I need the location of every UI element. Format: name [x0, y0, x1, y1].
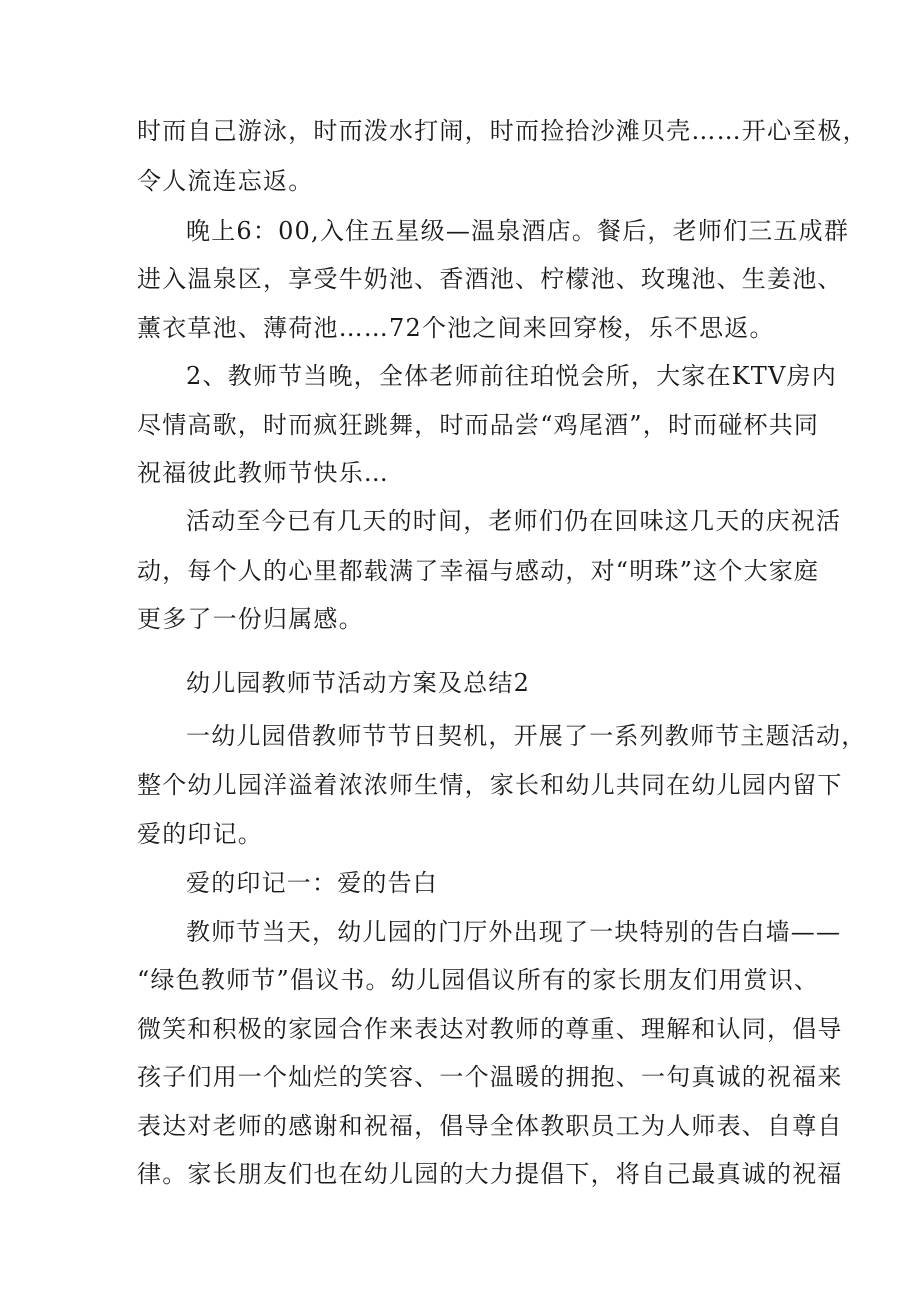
text-line: 整个幼儿园洋溢着浓浓师生情，家长和幼儿共同在幼儿园内留下 [137, 771, 843, 799]
text-line: 进入温泉区，享受牛奶池、香酒池、柠檬池、玫瑰池、生姜池、 [137, 265, 843, 293]
subsection-heading: 爱的印记一：爱的告白 [186, 869, 438, 897]
text-line: 令人流连忘返。 [137, 167, 314, 195]
text-line: 薰衣草池、薄荷池……72个池之间来回穿梭，乐不思返。 [137, 314, 775, 342]
text-line: 祝福彼此教师节快乐… [137, 459, 389, 487]
text-line: 活动至今已有几天的时间，老师们仍在回味这几天的庆祝活 [186, 507, 842, 535]
text-line: 孩子们用一个灿烂的笑容、一个温暖的拥抱、一句真诚的祝福来 [137, 1063, 843, 1091]
text-line: 律。家长朋友们也在幼儿园的大力提倡下，将自己最真诚的祝福 [137, 1160, 843, 1188]
text-line: 微笑和积极的家园合作来表达对教师的尊重、理解和认同，倡导 [137, 1015, 843, 1043]
text-line: 时而自己游泳，时而泼水打闹，时而捡拾沙滩贝壳……开心至极， [137, 117, 868, 145]
text-line: 2、教师节当晚，全体老师前往珀悦会所，大家在KTV房内 [186, 362, 837, 390]
text-line: 晚上6：00,入住五星级—温泉酒店。餐后，老师们三五成群 [186, 217, 850, 245]
text-line: 更多了一份归属感。 [137, 605, 364, 633]
section-heading: 幼儿园教师节活动方案及总结2 [186, 669, 531, 697]
text-line: 爱的印记。 [137, 820, 263, 848]
text-line: 表达对老师的感谢和祝福，倡导全体教职员工为人师表、自尊自 [137, 1112, 843, 1140]
text-line: 尽情高歌，时而疯狂跳舞，时而品尝“鸡尾酒”，时而碰杯共同 [137, 411, 820, 439]
text-line: 动，每个人的心里都载满了幸福与感动，对“明珠”这个大家庭 [137, 557, 820, 585]
text-line: 教师节当天，幼儿园的门厅外出现了一块特别的告白墙—— [186, 918, 842, 946]
text-line: “绿色教师节”倡议书。幼儿园倡议所有的家长朋友们用赏识、 [137, 966, 820, 994]
text-line: 一幼儿园借教师节节日契机，开展了一系列教师节主题活动， [186, 722, 867, 750]
